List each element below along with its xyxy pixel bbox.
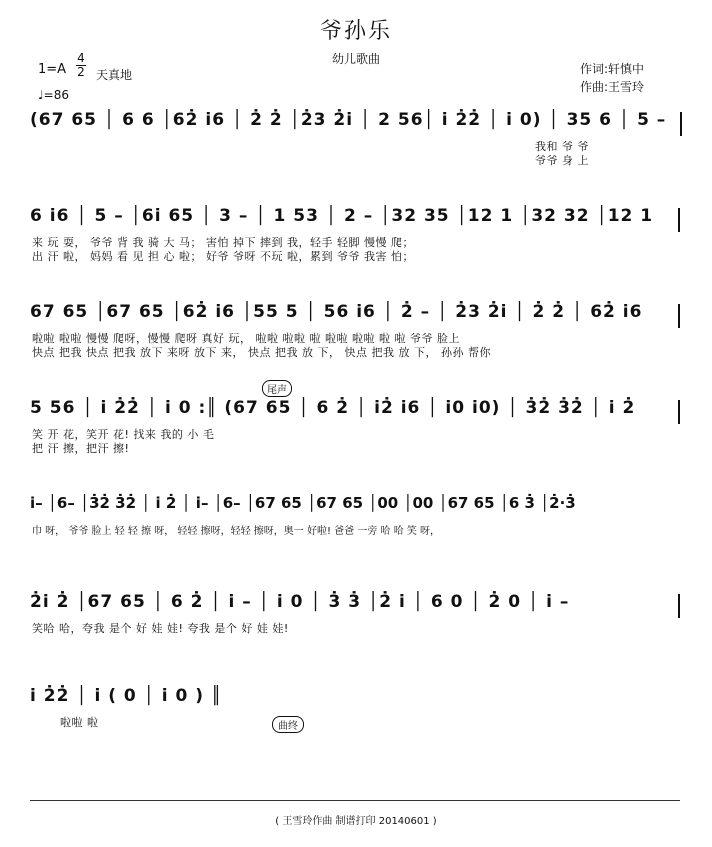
lyric-verse-1: 巾 呀， 爷爷 脸上 轻 轻 擦 呀， 轻轻 擦呀，轻轻 擦呀，奥一 好啦! 爸爸 一旁 哈 哈 笑 呀， bbox=[32, 526, 441, 537]
tempo-marking: ♩=86 bbox=[38, 88, 69, 102]
time-signature-bottom: 2 bbox=[77, 65, 85, 79]
score-row-2 bbox=[30, 206, 690, 266]
barline bbox=[680, 112, 682, 136]
notation-line: 6 i6 │ 5 – │6i 65 │ 3 – │ 1 53 │ 2 – │32 35 │12 1 │32 32 │12 1 bbox=[30, 206, 654, 226]
notation-line: 67 65 │67 65 │62̇ i6 │55 5 │ 56 i6 │ 2̇ – │ 2̇3 2̇i │ 2̇ 2̇ │ 62̇ i6 bbox=[30, 302, 643, 322]
notation-line: 5 56 │ i 2̇2̇ │ i 0 :║ (67 65 │ 6 2̇ │ i2̇ i6 │ i0 i0) │ 3̇2̇ 3̇2̇ │ i 2̇ bbox=[30, 398, 636, 418]
barline bbox=[678, 400, 680, 424]
score-row-1 bbox=[30, 110, 690, 170]
barline bbox=[678, 208, 680, 232]
lyric-verse-1: 笑哈 哈，夸我 是个 好 娃 娃! 夸我 是个 好 娃 娃! bbox=[32, 622, 289, 635]
lyricist-credit: 作词:轩慎中 bbox=[580, 62, 645, 76]
coda-label: 尾声 bbox=[262, 380, 292, 397]
composer-credit: 作曲:王雪玲 bbox=[580, 80, 645, 94]
notation-line: 2̇i 2̇ │67 65 │ 6 2̇ │ i – │ i 0 │ 3̇ 3̇ │2̇ i │ 6 0 │ 2̇ 0 │ i – bbox=[30, 592, 570, 612]
footer-divider bbox=[30, 800, 680, 801]
barline bbox=[678, 594, 680, 618]
score-row-5 bbox=[30, 494, 690, 544]
lyric-verse-1: 笑 开 花，笑开 花! 找来 我的 小 毛 bbox=[32, 428, 215, 441]
score-row-6 bbox=[30, 592, 690, 642]
lyric-verse-2: 把 汗 擦，把汗 擦! bbox=[32, 442, 130, 455]
footer-note: ( 王雪玲作曲 制谱打印 20140601 ) bbox=[275, 816, 437, 827]
lyric-verse-1: 啦啦 啦 bbox=[60, 716, 99, 729]
song-title: 爷孙乐 bbox=[319, 19, 392, 44]
notation-line: i– │6– │3̇2̇ 3̇2̇ │ i 2̇ │ i– │6– │67 65 │67 65 │00 │00 │67 65 │6 3̇ │2̇·3̇ bbox=[30, 494, 576, 512]
score-row-7 bbox=[30, 686, 690, 736]
notation-line: i 2̇2̇ │ i ( 0 │ i 0 ) ║ bbox=[30, 686, 223, 706]
time-signature-top: 4 bbox=[77, 51, 85, 65]
time-signature bbox=[76, 52, 86, 79]
lyric-verse-2: 爷爷 身 上 bbox=[535, 154, 589, 167]
song-subtitle: 幼儿歌曲 bbox=[331, 52, 380, 66]
score-row-3 bbox=[30, 302, 690, 362]
lyric-verse-2: 快点 把我 快点 把我 放下 来呀 放下 来， 快点 把我 放 下， 快点 把我 放 下， 孙孙 帮你 bbox=[32, 346, 491, 359]
lyric-verse-1: 来 玩 耍， 爷爷 背 我 骑 大 马； 害怕 掉下 摔到 我，轻手 轻脚 慢慢 爬； bbox=[32, 236, 414, 249]
notation-line: (67 65 │ 6 6 │62̇ i6 │ 2̇ 2̇ │2̇3 2̇i │ 2 56│ i 2̇2̇ │ i 0) │ 35 6 │ 5 – bbox=[30, 110, 667, 130]
key-signature: 1=A bbox=[38, 62, 67, 77]
barline bbox=[678, 304, 680, 328]
end-label: 曲终 bbox=[272, 716, 304, 733]
lyric-verse-1: 我和 爷 爷 bbox=[535, 140, 589, 153]
lyric-verse-2: 出 汗 啦， 妈妈 看 见 担 心 啦； 好爷 爷呀 不玩 啦，累到 爷爷 我害 怕； bbox=[32, 250, 414, 263]
expression-marking: 天真地 bbox=[96, 68, 133, 82]
score-row-4 bbox=[30, 385, 690, 458]
lyric-verse-1: 啦啦 啦啦 慢慢 爬呀，慢慢 爬呀 真好 玩， 啦啦 啦啦 啦 啦啦 啦啦 啦 啦 爷爷 脸上 bbox=[32, 332, 460, 345]
